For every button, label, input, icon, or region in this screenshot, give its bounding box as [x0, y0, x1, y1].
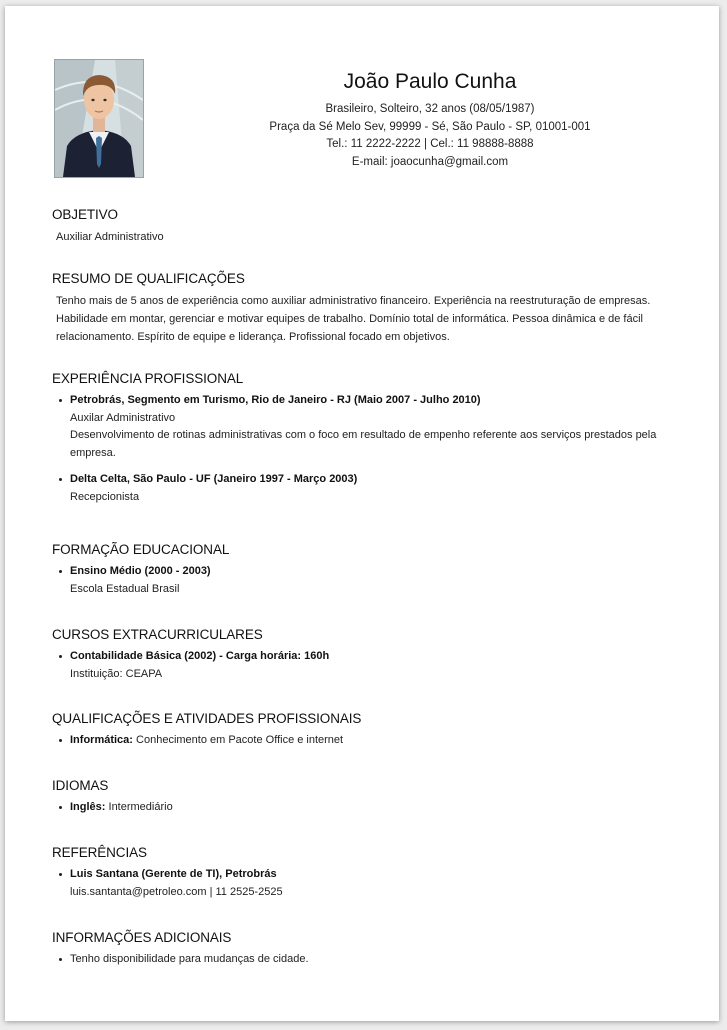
- phone-numbers: Tel.: 11 2222-2222 | Cel.: 11 98888-8888: [326, 138, 534, 150]
- language-level: Intermediário: [105, 801, 173, 813]
- section-objetivo: [52, 207, 672, 246]
- education-heading: Ensino Médio (2000 - 2003): [70, 565, 211, 577]
- list-item: [52, 951, 672, 969]
- section-formacao: [52, 542, 672, 598]
- candidate-name: João Paulo Cunha: [343, 70, 517, 93]
- reference-name: Luis Santana (Gerente de TI), Petrobrás: [70, 868, 277, 880]
- section-experiencia: [52, 371, 672, 506]
- section-title-idiomas: IDIOMAS: [52, 778, 109, 793]
- idiomas-list: [52, 799, 672, 817]
- section-qualificacoes: [52, 711, 672, 750]
- contact-header: [255, 70, 605, 171]
- section-title-adicionais: INFORMAÇÕES ADICIONAIS: [52, 930, 232, 945]
- section-title-objetivo: OBJETIVO: [52, 207, 118, 222]
- referencias-list: [52, 866, 672, 901]
- address: Praça da Sé Melo Sev, 99999 - Sé, São Paulo - SP, 01001-001: [269, 120, 591, 133]
- list-item: [52, 799, 672, 817]
- job-role: Auxilar Administrativo: [70, 411, 176, 424]
- additional-info: Tenho disponibilidade para mudanças de cidade.: [70, 953, 309, 965]
- section-resumo: [52, 271, 672, 346]
- section-title-formacao: FORMAÇÃO EDUCACIONAL: [52, 542, 230, 557]
- formacao-list: [52, 563, 672, 598]
- job-heading: Petrobrás, Segmento em Turismo, Rio de Janeiro - RJ (Maio 2007 - Julho 2010): [70, 394, 481, 406]
- resumo-text: Tenho mais de 5 anos de experiência como auxiliar administrativo financeiro. Experiência na reestruturação de empresas. Habilidade em montar, gerenciar e motivar equipes de trabalho. Domínio total de informática. Pessoa dinâmica e de fácil relacionamento. Espírito de equipe e liderança. Profissional focado em objetivos.: [56, 295, 651, 343]
- section-adicionais: [52, 930, 672, 969]
- qualificacoes-list: [52, 732, 672, 750]
- resume-page: [5, 6, 719, 1021]
- section-title-cursos: CURSOS EXTRACURRICULARES: [52, 627, 263, 642]
- list-item: [52, 471, 672, 506]
- section-referencias: [52, 845, 672, 901]
- experiencia-list: [52, 392, 672, 506]
- list-item: [52, 732, 672, 750]
- reference-contact: luis.santanta@petroleo.com | 11 2525-2525: [70, 885, 283, 898]
- section-title-qualificacoes: QUALIFICAÇÕES E ATIVIDADES PROFISSIONAIS: [52, 711, 362, 726]
- list-item: [52, 866, 672, 901]
- section-idiomas: [52, 778, 672, 817]
- course-heading: Contabilidade Básica (2002) - Carga horária: 160h: [70, 650, 330, 662]
- course-detail: Instituição: CEAPA: [70, 667, 163, 680]
- personal-info: Brasileiro, Solteiro, 32 anos (08/05/1987): [325, 103, 535, 115]
- list-item: [52, 392, 672, 462]
- language-label: Inglês:: [70, 801, 106, 813]
- education-detail: Escola Estadual Brasil: [70, 582, 180, 595]
- section-title-experiencia: EXPERIÊNCIA PROFISSIONAL: [52, 371, 244, 386]
- job-role: Recepcionista: [70, 490, 140, 503]
- job-description: Desenvolvimento de rotinas administrativas com o foco em resultado de empenho referente aos serviços prestados pela empresa.: [70, 429, 657, 459]
- cursos-list: [52, 648, 672, 683]
- objetivo-text: Auxiliar Administrativo: [56, 231, 164, 243]
- section-cursos: [52, 627, 672, 683]
- email: E-mail: joaocunha@gmail.com: [351, 155, 509, 168]
- section-title-resumo: RESUMO DE QUALIFICAÇÕES: [52, 271, 245, 286]
- section-title-referencias: REFERÊNCIAS: [52, 845, 147, 860]
- skill-text: Conhecimento em Pacote Office e internet: [132, 734, 344, 746]
- job-heading: Delta Celta, São Paulo - UF (Janeiro 1997 - Março 2003): [70, 473, 358, 485]
- list-item: [52, 648, 672, 683]
- skill-label: Informática:: [70, 734, 133, 746]
- list-item: [52, 563, 672, 598]
- adicionais-list: [52, 951, 672, 969]
- profile-photo-icon: [55, 60, 143, 177]
- profile-photo: [54, 59, 144, 178]
